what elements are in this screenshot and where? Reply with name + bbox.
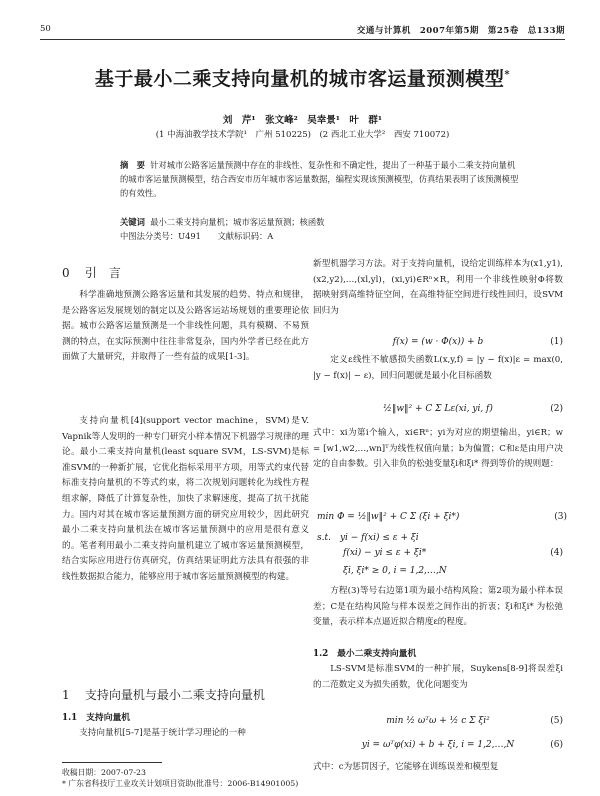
title-footnote-mark: * bbox=[504, 69, 511, 81]
footnote-rule bbox=[62, 762, 162, 763]
section-1-title: 支持向量机与最小二乘支持向量机 bbox=[84, 688, 265, 702]
authors: 刘 芹¹ 张文峰² 吴幸景¹ 叶 群¹ bbox=[222, 115, 383, 126]
intro-paragraph-2: 支持向量机[4](support vector machine，SVM)是V. Vapnik等人发明的一种专门研究小样本情况下机器学习规律的理论。最小二乘支持向量机(least square SVM，LS-SVM)是标准SVM的一种新扩展，它优化指标采用平方项，用等式约束代替标准支持向量机的不等式约束，将二次规划问题转化为线性方程组求解，降低了计算复杂性，加快了求解速度，提高了抗干扰能力。国内对其在城市客运量预测方面的研究应用较少，因此研究最小二乘支持向量机法在城市客运量预测中的应用是很有意义的。笔者利用最小二乘支持向量机建立了城市客运量预测模型，结合实际应用进行仿真研究，仿真结果证明此方法具有很强的非线性数据拟合能力，能够应用于城市客运量预测模型的构建。 bbox=[62, 416, 309, 582]
equation-1 bbox=[313, 337, 563, 347]
received-date: 收稿日期：2007-07-23 bbox=[62, 768, 146, 777]
right-paragraph-5: LS-SVM是标准SVM的一种扩展，Suykens[8-9]将误差ξi的二范数定义为损失函数，优化问题变为 bbox=[313, 664, 563, 690]
equation-6-number: (6) bbox=[550, 740, 563, 750]
right-paragraph-2: 定义ε线性不敏感损失函数L(x,y,f) = |y − f(x)|ε = max(0, |y − f(x)| − ε)，回归问题就是最小化目标函数 bbox=[313, 355, 563, 381]
page-number: 50 bbox=[40, 24, 51, 34]
keywords: 最小二乘支持向量机；城市客运量预测；核函数 bbox=[150, 217, 325, 227]
section-0-heading bbox=[62, 262, 309, 281]
equation-6 bbox=[313, 740, 563, 750]
svm-paragraph: 支持向量机[5-7]是基于统计学习理论的一种 bbox=[79, 728, 246, 738]
intro-paragraph-1: 科学准确地预测公路客运量和其发展的趋势、特点和规律，是公路客运发展规划的制定以及公路客运站场规划的重要理论依据。城市公路客运量预测是一个非线性问题，具有模糊、不易预测的特点，在实际预测中往往非常复杂，国内外学者已经在此方面做了大量研究，并取得了一些有益的成果[1-3]。 bbox=[62, 290, 309, 363]
equation-5 bbox=[313, 716, 563, 726]
equation-2-body: ½‖w‖² + C Σ Lε(xi, yi, f) bbox=[383, 404, 493, 414]
constraint-1: s.t. yi − f(xi) ≤ ε + ξi bbox=[317, 533, 419, 543]
equation-5-body: min ½ ωᵀω + ½ c Σ ξi² bbox=[386, 716, 490, 726]
paper-title: 基于最小二乘支持向量机的城市客运量预测模型* bbox=[94, 68, 511, 90]
equation-3-number: (3) bbox=[554, 512, 567, 522]
constraint-2-body: f(xi) − yi ≤ ε + ξi* bbox=[343, 548, 427, 558]
keywords-label: 关键词 bbox=[120, 217, 145, 227]
abstract-text: 针对城市公路客运量预测中存在的非线性、复杂性和不确定性，提出了一种基于最小二乘支持向量机的城市客运量预测模型，结合西安市历年城市客运量数据，编程实现该预测模型，仿真结果表明了该预测模型的有效性。 bbox=[120, 160, 519, 198]
journal-info: 交通与计算机 2007年第5期 第25卷 总133期 bbox=[356, 26, 565, 36]
keywords-line bbox=[120, 216, 324, 228]
equation-4-number: (4) bbox=[550, 548, 563, 558]
equation-1-body: f(x) = (w · Φ(x)) + b bbox=[392, 337, 484, 347]
equation-6-body: yi = ωᵀφ(xi) + b + ξi, i = 1,2,…,N bbox=[361, 740, 515, 750]
affiliations: (1 中海油教学技术学院¹ 广州 510225) (2 西北工业大学² 西安 710072) bbox=[155, 130, 450, 140]
right-paragraph-1: 新型机器学习方法。对于支持向量机，设给定训练样本为(x1,y1),(x2,y2),…,(xl,yl)，(xi,yi)∈Rⁿ×R，利用一个非线性映射Φ将数据映射到高维特征空间，在高维特征空间进行线性回归，设SVM回归为 bbox=[313, 259, 563, 316]
section-1-number: 1 bbox=[62, 688, 70, 702]
equation-5-number: (5) bbox=[550, 716, 563, 726]
equation-1-number: (1) bbox=[550, 337, 563, 347]
constraint-3: ξi, ξi* ≥ 0, i = 1,2,…,N bbox=[343, 566, 447, 576]
section-0-title: 引 言 bbox=[84, 266, 121, 280]
footnotes bbox=[62, 767, 309, 789]
abstract-label: 摘 要 bbox=[120, 160, 145, 170]
right-paragraph-6: 式中：c为惩罚因子，它能够在训练误差和模型复 bbox=[313, 762, 499, 772]
equation-2-number: (2) bbox=[550, 404, 563, 414]
right-paragraph-4: 方程(3)等号右边第1项为最小结构风险；第2项为最小样本误差；C是在结构风险与样本误差之间作出的折衷；ξi和ξi* 为松弛变量，表示样本点逼近拟合精度ε的程度。 bbox=[313, 586, 563, 628]
subsection-1-2: 1.2 最小二乘支持向量机 bbox=[313, 649, 417, 659]
equation-3 bbox=[313, 512, 567, 522]
fund-note: * 广东省科技厅工业攻关计划项目资助(批准号：2006-B14901005) bbox=[62, 779, 299, 788]
running-header bbox=[40, 22, 565, 38]
abstract bbox=[120, 158, 520, 200]
section-0-number: 0 bbox=[62, 266, 70, 280]
equation-2 bbox=[313, 404, 563, 414]
equation-3-body: min Φ = ½‖w‖² + C Σ (ξi + ξi*) bbox=[317, 512, 460, 522]
header-rule bbox=[40, 39, 565, 40]
subsection-1-1: 1.1 支持向量机 bbox=[62, 713, 131, 723]
right-paragraph-3: 式中：xi为第i个输入，xi∈Rⁿ；yi为对应的期望输出，yi∈R；w = [w1,w2,…,wn]ᵀ为线性权值向量；b为偏置；C和ε是由用户决定的自由参数。引入非负的松弛变量ξi和ξi* 得到等价的规则题： bbox=[313, 428, 563, 470]
section-1-heading bbox=[62, 684, 309, 703]
classification: 中图法分类号：U491 文献标识码：A bbox=[120, 231, 274, 241]
constraint-2 bbox=[313, 548, 563, 558]
